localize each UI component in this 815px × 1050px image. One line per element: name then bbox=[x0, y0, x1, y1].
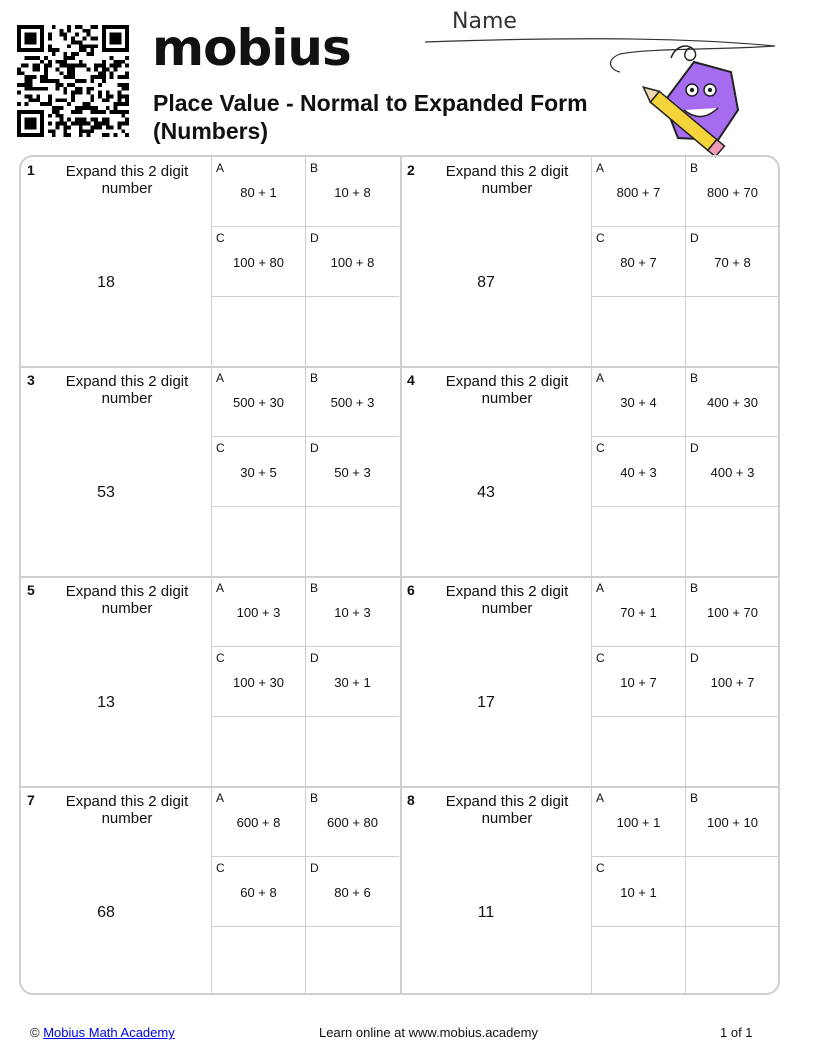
answer-option-d[interactable] bbox=[685, 227, 779, 297]
answer-option-a[interactable] bbox=[591, 367, 685, 437]
work-area bbox=[685, 507, 779, 577]
answer-option-a[interactable] bbox=[211, 157, 305, 227]
option-value: 30 + 5 bbox=[240, 465, 277, 480]
question-number-value: 17 bbox=[477, 694, 495, 711]
answer-option-c[interactable] bbox=[211, 227, 305, 297]
option-letter: D bbox=[690, 231, 699, 245]
work-area bbox=[211, 297, 305, 367]
option-letter: B bbox=[690, 581, 699, 595]
question-cell bbox=[21, 577, 400, 787]
option-letter: B bbox=[310, 791, 319, 805]
option-value: 80 + 6 bbox=[334, 885, 371, 900]
answer-option-b[interactable] bbox=[685, 787, 779, 857]
answer-option-d[interactable] bbox=[685, 647, 779, 717]
option-letter: B bbox=[310, 161, 319, 175]
answer-option-b[interactable] bbox=[305, 787, 399, 857]
option-letter: A bbox=[596, 581, 605, 595]
option-letter: B bbox=[310, 371, 319, 385]
question-prompt: Expand this 2 digit number bbox=[65, 163, 189, 197]
option-value: 30 + 4 bbox=[620, 395, 657, 410]
question-number-value: 87 bbox=[477, 274, 495, 291]
option-value: 800 + 7 bbox=[616, 185, 661, 200]
option-value: 600 + 80 bbox=[327, 815, 378, 830]
option-letter: C bbox=[216, 231, 225, 245]
question-number: 6 bbox=[407, 582, 415, 598]
option-value: 40 + 3 bbox=[620, 465, 657, 480]
question-number: 2 bbox=[407, 162, 415, 178]
question-number-value: 53 bbox=[97, 484, 115, 501]
work-area bbox=[591, 927, 685, 995]
answer-option-b[interactable] bbox=[305, 157, 399, 227]
question-cell bbox=[401, 157, 780, 367]
question-prompt: Expand this 2 digit number bbox=[445, 583, 569, 617]
work-area bbox=[685, 297, 779, 367]
option-letter: A bbox=[216, 791, 225, 805]
option-letter: D bbox=[310, 651, 319, 665]
option-value: 100 + 70 bbox=[707, 605, 758, 620]
answer-option-a[interactable] bbox=[591, 157, 685, 227]
work-area bbox=[685, 717, 779, 787]
option-letter: C bbox=[596, 861, 605, 875]
option-letter: D bbox=[690, 651, 699, 665]
option-letter: C bbox=[216, 651, 225, 665]
question-prompt: Expand this 2 digit number bbox=[65, 793, 189, 827]
answer-option-b[interactable] bbox=[685, 577, 779, 647]
option-letter: A bbox=[596, 371, 605, 385]
work-area bbox=[305, 297, 399, 367]
question-prompt: Expand this 2 digit number bbox=[65, 373, 189, 407]
column-divider bbox=[400, 157, 402, 993]
mascot-character bbox=[606, 40, 756, 160]
option-value: 800 + 70 bbox=[707, 185, 758, 200]
option-value: 100 + 80 bbox=[233, 255, 284, 270]
option-letter: D bbox=[310, 861, 319, 875]
option-value: 10 + 7 bbox=[620, 675, 657, 690]
answer-option-c[interactable] bbox=[591, 227, 685, 297]
option-value: 70 + 8 bbox=[714, 255, 751, 270]
answer-option-b[interactable] bbox=[685, 157, 779, 227]
question-prompt: Expand this 2 digit number bbox=[445, 163, 569, 197]
answer-option-c[interactable] bbox=[211, 437, 305, 507]
work-area bbox=[305, 507, 399, 577]
option-letter: A bbox=[216, 581, 225, 595]
question-cell bbox=[21, 787, 400, 995]
option-value: 80 + 7 bbox=[620, 255, 657, 270]
option-letter: C bbox=[216, 441, 225, 455]
option-value: 80 + 1 bbox=[240, 185, 277, 200]
work-area bbox=[305, 717, 399, 787]
option-value: 600 + 8 bbox=[236, 815, 281, 830]
option-letter: A bbox=[216, 161, 225, 175]
option-value: 10 + 8 bbox=[334, 185, 371, 200]
answer-option-d bbox=[685, 857, 779, 927]
option-letter: D bbox=[310, 441, 319, 455]
answer-option-d[interactable] bbox=[305, 857, 399, 927]
question-cell bbox=[401, 367, 780, 577]
question-number-value: 43 bbox=[477, 484, 495, 501]
question-cell bbox=[21, 157, 400, 367]
work-area bbox=[591, 717, 685, 787]
work-area bbox=[305, 927, 399, 995]
option-value: 100 + 3 bbox=[236, 605, 281, 620]
option-letter: A bbox=[596, 161, 605, 175]
option-letter: B bbox=[310, 581, 319, 595]
option-letter: A bbox=[216, 371, 225, 385]
mobius-logo: mobius bbox=[152, 19, 351, 77]
question-number: 7 bbox=[27, 792, 35, 808]
work-area bbox=[685, 927, 779, 995]
option-value: 500 + 3 bbox=[330, 395, 375, 410]
option-letter: B bbox=[690, 371, 699, 385]
worksheet-title: Place Value - Normal to Expanded Form (Numbers) bbox=[153, 90, 588, 144]
question-number-value: 13 bbox=[97, 694, 115, 711]
work-area bbox=[211, 507, 305, 577]
answer-option-c[interactable] bbox=[591, 857, 685, 927]
option-value: 10 + 1 bbox=[620, 885, 657, 900]
question-number: 8 bbox=[407, 792, 415, 808]
question-cell bbox=[401, 787, 780, 995]
answer-option-c[interactable] bbox=[211, 647, 305, 717]
question-number: 5 bbox=[27, 582, 35, 598]
footer-learn-online: Learn online at www.mobius.academy bbox=[319, 1025, 538, 1040]
option-letter: B bbox=[690, 161, 699, 175]
option-value: 400 + 3 bbox=[710, 465, 755, 480]
option-letter: A bbox=[596, 791, 605, 805]
option-letter: C bbox=[596, 441, 605, 455]
option-value: 70 + 1 bbox=[620, 605, 657, 620]
answer-option-b[interactable] bbox=[685, 367, 779, 437]
answer-option-d[interactable] bbox=[305, 647, 399, 717]
answer-option-b[interactable] bbox=[305, 577, 399, 647]
option-letter: C bbox=[596, 651, 605, 665]
mobius-academy-link[interactable]: Mobius Math Academy bbox=[43, 1025, 175, 1040]
option-value: 400 + 30 bbox=[707, 395, 758, 410]
question-number: 3 bbox=[27, 372, 35, 388]
option-letter: C bbox=[216, 861, 225, 875]
option-letter: B bbox=[690, 791, 699, 805]
name-label: Name bbox=[452, 9, 517, 34]
question-cell bbox=[21, 367, 400, 577]
qr-code bbox=[17, 25, 129, 137]
answer-option-a[interactable] bbox=[591, 577, 685, 647]
option-value: 30 + 1 bbox=[334, 675, 371, 690]
question-grid bbox=[19, 155, 780, 995]
question-prompt: Expand this 2 digit number bbox=[445, 373, 569, 407]
answer-option-c[interactable] bbox=[591, 437, 685, 507]
footer-copyright: © Mobius Math Academy bbox=[30, 1025, 175, 1040]
option-value: 100 + 30 bbox=[233, 675, 284, 690]
option-value: 500 + 30 bbox=[233, 395, 284, 410]
work-area bbox=[591, 507, 685, 577]
work-area bbox=[591, 297, 685, 367]
answer-option-d[interactable] bbox=[305, 437, 399, 507]
work-area bbox=[211, 717, 305, 787]
answer-option-c[interactable] bbox=[211, 857, 305, 927]
answer-option-a[interactable] bbox=[591, 787, 685, 857]
answer-option-a[interactable] bbox=[211, 787, 305, 857]
answer-option-a[interactable] bbox=[211, 367, 305, 437]
answer-option-c[interactable] bbox=[591, 647, 685, 717]
option-value: 100 + 7 bbox=[710, 675, 755, 690]
footer-page-number: 1 of 1 bbox=[720, 1025, 753, 1040]
question-number-value: 11 bbox=[477, 904, 495, 921]
option-letter: D bbox=[690, 441, 699, 455]
question-number-value: 18 bbox=[97, 274, 115, 291]
option-value: 60 + 8 bbox=[240, 885, 277, 900]
question-prompt: Expand this 2 digit number bbox=[445, 793, 569, 827]
answer-option-a[interactable] bbox=[211, 577, 305, 647]
question-cell bbox=[401, 577, 780, 787]
question-number-value: 68 bbox=[97, 904, 115, 921]
option-value: 100 + 8 bbox=[330, 255, 375, 270]
option-value: 10 + 3 bbox=[334, 605, 371, 620]
option-letter: C bbox=[596, 231, 605, 245]
work-area bbox=[211, 927, 305, 995]
answer-option-d[interactable] bbox=[305, 227, 399, 297]
question-number: 1 bbox=[27, 162, 35, 178]
option-value: 100 + 1 bbox=[616, 815, 661, 830]
question-number: 4 bbox=[407, 372, 415, 388]
answer-option-d[interactable] bbox=[685, 437, 779, 507]
option-letter: D bbox=[310, 231, 319, 245]
option-value: 100 + 10 bbox=[707, 815, 758, 830]
answer-option-b[interactable] bbox=[305, 367, 399, 437]
option-value: 50 + 3 bbox=[334, 465, 371, 480]
question-prompt: Expand this 2 digit number bbox=[65, 583, 189, 617]
